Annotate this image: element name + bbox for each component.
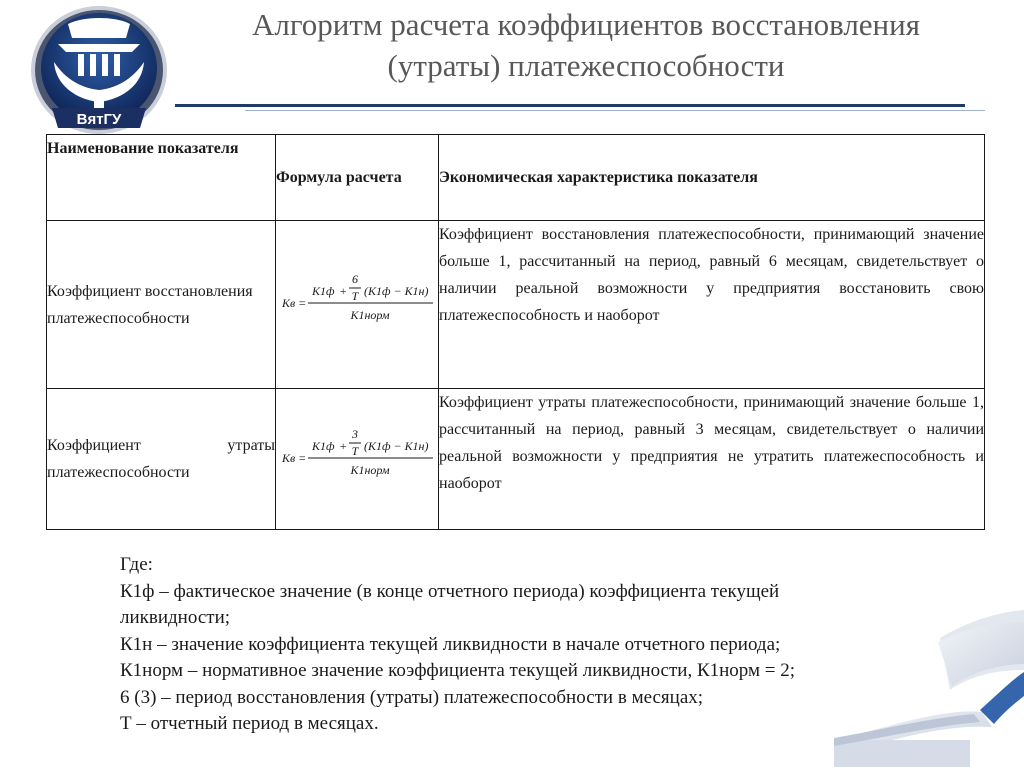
logo-text: ВятГУ [76,111,122,128]
table-row [47,389,985,530]
svg-text:К1ф: К1ф [312,284,335,298]
svg-text:T: T [351,289,359,303]
svg-text:К1норм: К1норм [350,308,390,322]
coefficients-table [46,134,985,530]
notes-line-4: К1норм – нормативное значение коэффициента текущей ликвидности, К1норм = 2; [120,660,796,681]
svg-text:(К1ф − К1н): (К1ф − К1н) [364,438,429,453]
title-line-2: (утраты) платежеспособности [387,48,785,83]
row-1-name: Коэффициент восстановления платежеспособности [47,221,276,389]
title-underline-thin [245,110,985,111]
svg-text:(К1ф − К1н): (К1ф − К1н) [364,284,429,298]
notes-line-2: ликвидности; [120,607,231,628]
svg-text:T: T [351,443,359,458]
header-name: Наименование показателя [47,135,276,221]
row-2-description: Коэффициент утраты платежеспособности, принимающий значение больше 1, рассчитанный на период, равный 3 месяцам, свидетельствует о наличии реальной возможности у предприятия не утратить платежеспособность и наоборот [439,389,985,530]
svg-text:6: 6 [352,272,358,286]
notes-line-3: К1н – значение коэффициента текущей ликвидности в начале отчетного периода; [120,633,781,655]
page-title [186,4,986,86]
notes-line-5: 6 (3) – период восстановления (утраты) платежеспособности в месяцах; [120,686,704,708]
title-line-1: Алгоритм расчета коэффициентов восстановления [252,7,920,42]
svg-text:+: + [339,438,348,453]
title-underline [175,104,965,107]
row-2-name: Коэффициент утраты платежеспособности [47,389,276,530]
header-formula: Формула расчета [276,135,439,221]
svg-text:Кв =: Кв = [282,296,307,310]
formula-loss [276,410,439,500]
notes-line-6: Т – отчетный период в месяцах. [120,713,379,734]
university-logo [28,4,170,136]
table-row [47,221,985,389]
svg-text:К1норм: К1норм [350,462,390,477]
legend-notes [120,552,935,738]
svg-text:3: 3 [352,426,358,441]
header-characteristic: Экономическая характеристика показателя [439,135,985,221]
svg-text:Кв =: Кв = [282,450,307,465]
svg-text:+: + [339,284,348,298]
svg-text:К1ф: К1ф [312,438,335,453]
formula-restoration [276,255,439,345]
table-header-row [47,135,985,221]
row-2-formula [276,389,439,530]
row-1-formula [276,221,439,389]
notes-intro: Где: [120,554,153,575]
row-1-description: Коэффициент восстановления платежеспособности, принимающий значение больше 1, рассчитанный на период, равный 6 месяцам, свидетельствует о наличии реальной возможности у предприятия восстановить свою платежеспособность и наоборот [439,221,985,389]
notes-line-1: К1ф – фактическое значение (в конце отчетного периода) коэффициента текущей [120,580,780,602]
